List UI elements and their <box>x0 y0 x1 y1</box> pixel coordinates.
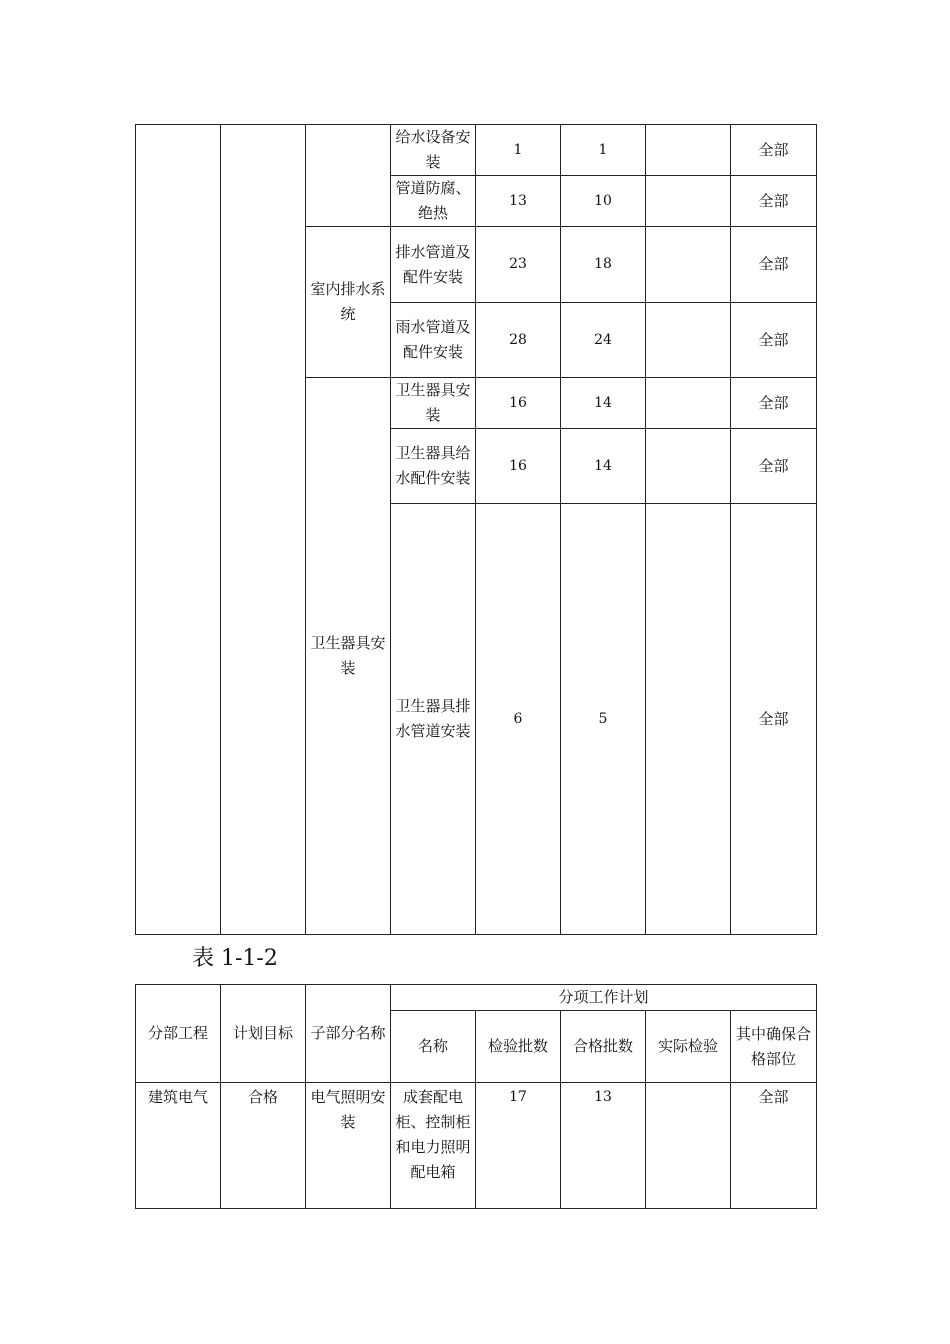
actual-inspection <box>646 176 731 227</box>
item-name: 卫生器具排水管道安装 <box>391 504 476 935</box>
inspect-count: 13 <box>476 176 561 227</box>
ensure-part: 全部 <box>731 227 817 303</box>
inspect-count: 16 <box>476 429 561 504</box>
ensure-part: 全部 <box>731 429 817 504</box>
header-subdivision: 子部分名称 <box>306 985 391 1083</box>
table-caption: 表 1-1-2 <box>192 946 278 971</box>
ensure-part: 全部 <box>731 378 817 429</box>
electrical-plan-table <box>135 984 817 1209</box>
item-name: 管道防腐、绝热 <box>391 176 476 227</box>
inspect-count: 6 <box>476 504 561 935</box>
item-name: 给水设备安装 <box>391 125 476 176</box>
target-cell-empty <box>221 125 306 935</box>
item-name: 雨水管道及配件安装 <box>391 303 476 378</box>
actual-inspection <box>646 1083 731 1209</box>
ensure-part: 全部 <box>731 504 817 935</box>
pass-count: 14 <box>561 429 646 504</box>
target-value: 合格 <box>221 1083 306 1209</box>
header-inspect: 检验批数 <box>476 1011 561 1083</box>
pass-count: 24 <box>561 303 646 378</box>
pass-count: 13 <box>561 1083 646 1209</box>
division-value: 建筑电气 <box>136 1083 221 1209</box>
header-ensure: 其中确保合格部位 <box>731 1011 817 1083</box>
pass-count: 18 <box>561 227 646 303</box>
header-pass: 合格批数 <box>561 1011 646 1083</box>
actual-inspection <box>646 227 731 303</box>
header-plan: 分项工作计划 <box>391 985 817 1011</box>
header-name: 名称 <box>391 1011 476 1083</box>
ensure-part: 全部 <box>731 125 817 176</box>
actual-inspection <box>646 125 731 176</box>
pass-count: 5 <box>561 504 646 935</box>
subdivision-value: 电气照明安装 <box>306 1083 391 1209</box>
actual-inspection <box>646 504 731 935</box>
inspect-count: 17 <box>476 1083 561 1209</box>
subdivision-drain: 室内排水系统 <box>306 227 391 378</box>
header-division: 分部工程 <box>136 985 221 1083</box>
actual-inspection <box>646 429 731 504</box>
actual-inspection <box>646 303 731 378</box>
pass-count: 14 <box>561 378 646 429</box>
ensure-part: 全部 <box>731 303 817 378</box>
inspect-count: 28 <box>476 303 561 378</box>
pass-count: 1 <box>561 125 646 176</box>
continued-plan-table <box>135 124 817 935</box>
ensure-part: 全部 <box>731 176 817 227</box>
header-target: 计划目标 <box>221 985 306 1083</box>
item-name: 卫生器具给水配件安装 <box>391 429 476 504</box>
subdivision-sanitary: 卫生器具安装 <box>306 378 391 935</box>
pass-count: 10 <box>561 176 646 227</box>
item-name: 卫生器具安装 <box>391 378 476 429</box>
ensure-part: 全部 <box>731 1083 817 1209</box>
actual-inspection <box>646 378 731 429</box>
item-name: 排水管道及配件安装 <box>391 227 476 303</box>
inspect-count: 16 <box>476 378 561 429</box>
inspect-count: 23 <box>476 227 561 303</box>
inspect-count: 1 <box>476 125 561 176</box>
subdivision-cell-empty <box>306 125 391 227</box>
division-cell-empty <box>136 125 221 935</box>
item-name: 成套配电柜、控制柜和电力照明配电箱 <box>391 1083 476 1209</box>
header-actual: 实际检验 <box>646 1011 731 1083</box>
